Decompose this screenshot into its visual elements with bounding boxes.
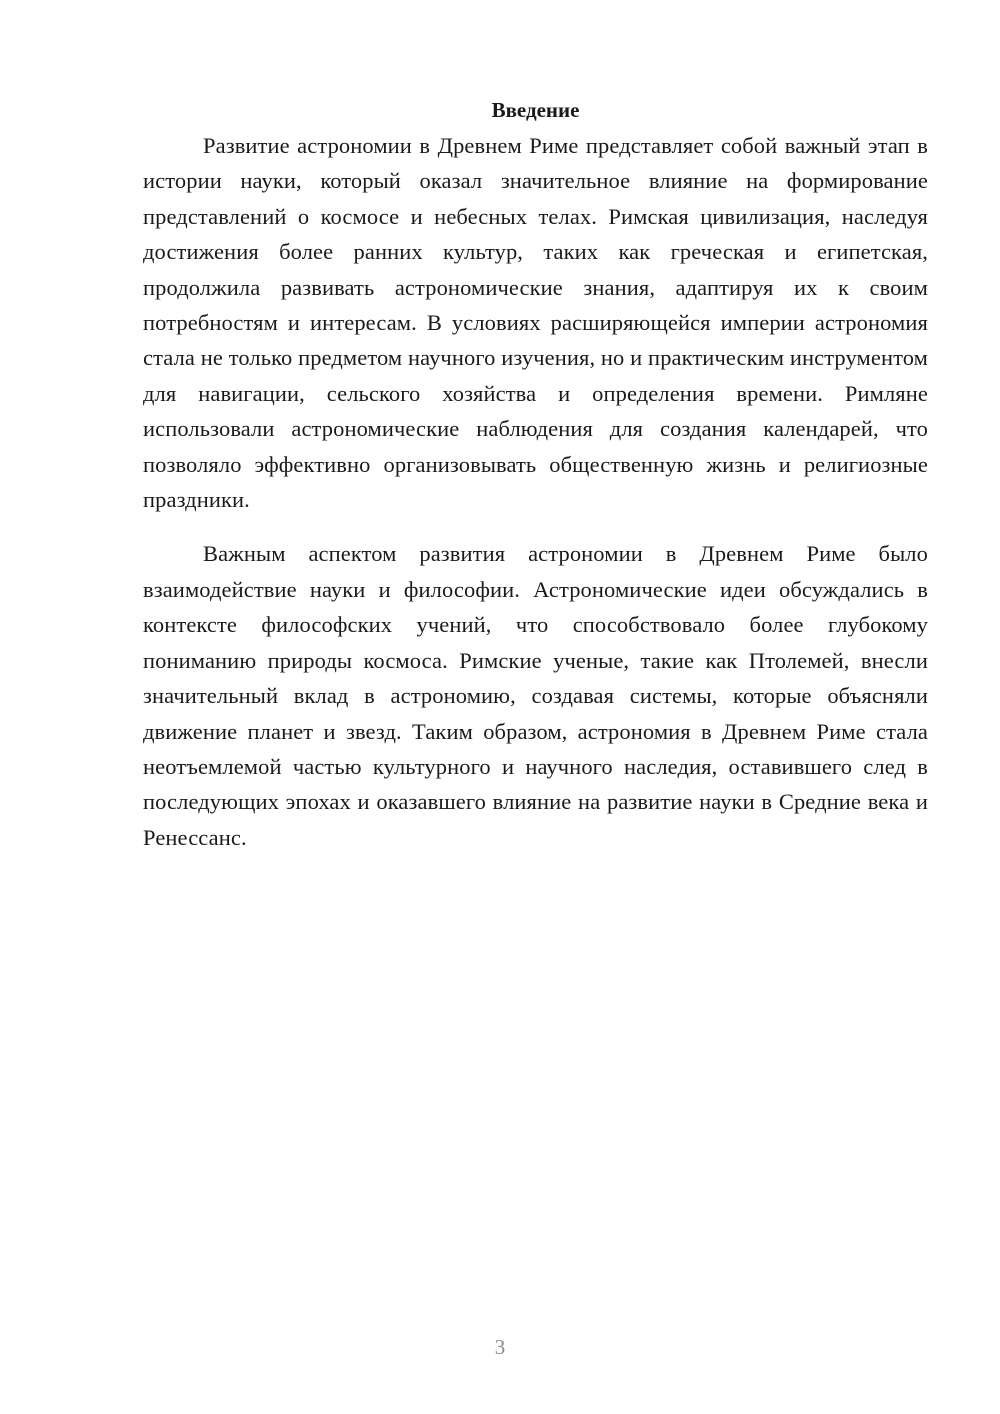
paragraph-intro: Развитие астрономии в Древнем Риме представляет собой важный этап в истории науки, который оказал значительное влияние на формирование представлений о космосе и небесных телах. Римская цивилизация, наследуя достижения более ранних культур, таких как греческая и египетская, продолжила развивать астрономические знания, адаптируя их к своим потребностям и интересам. В условиях расширяющейся империи астрономия стала не только предметом научного изучения, но и практическим инструментом для навигации, сельского хозяйства и определения времени. Римляне использовали астрономические наблюдения для создания календарей, что позволяло эффективно организовывать общественную жизнь и религиозные праздники. (143, 133, 928, 513)
section-heading: Введение (491, 98, 580, 122)
page-content (143, 92, 928, 855)
page-number: 3 (494, 1335, 506, 1359)
paragraph-philosophy: Важным аспектом развития астрономии в Древнем Риме было взаимодействие науки и философии. Астрономические идеи обсуждались в контексте философских учений, что способствовало более глубокому пониманию природы космоса. Римские ученые, такие как Птолемей, внесли значительный вклад в астрономию, создавая системы, которые объясняли движение планет и звезд. Таким образом, астрономия в Древнем Риме стала неотъемлемой частью культурного и научного наследия, оставившего след в последующих эпохах и оказавшего влияние на развитие науки в Средние века и Ренессанс. (143, 541, 928, 850)
